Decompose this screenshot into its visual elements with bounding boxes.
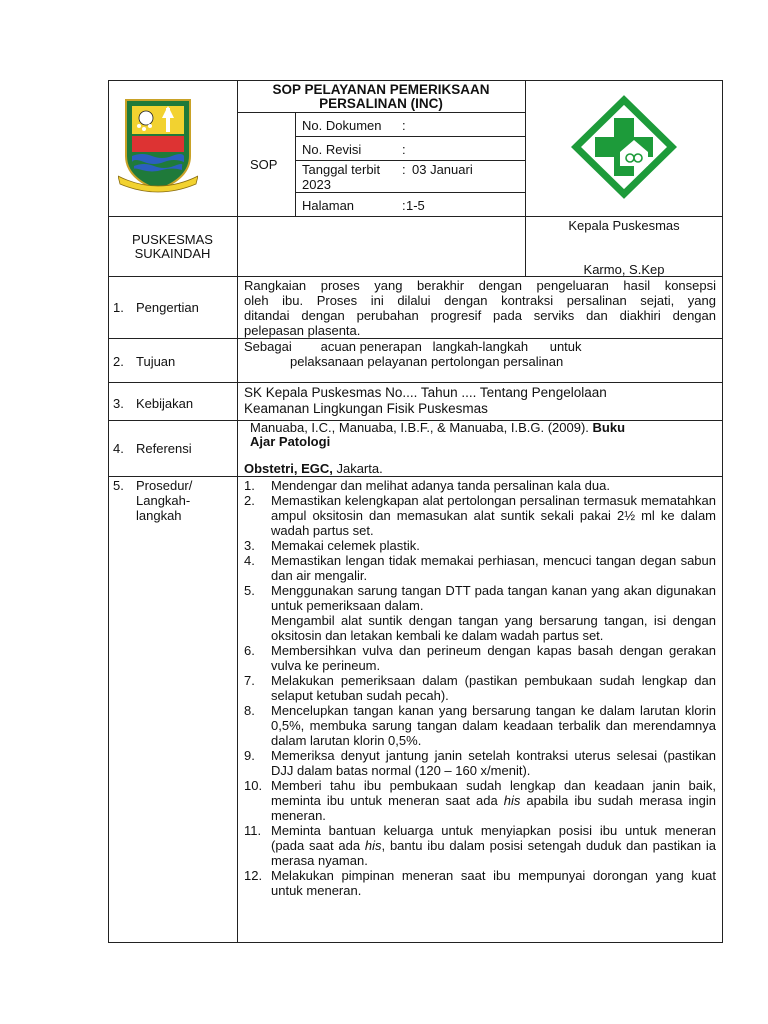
signer-role: Kepala Puskesmas [568,218,680,233]
step-text: Mengambil alat suntik dengan tangan yang bersarung tangan, isi dengan oksitosin dan letakan kembali ke dalam wadah partus set. [271,613,716,643]
list-item [244,778,716,823]
sop-label: SOP [250,157,278,172]
list-item [244,703,716,748]
list-item [244,583,716,613]
step-text: Memberi tahu ibu pembukaan sudah lengkap dan keadaan janin baik, meminta ibu untuk meneran saat ada [271,778,716,808]
list-item [244,673,716,703]
step-number: 2. [244,493,255,508]
org-name-line2: SUKAINDAH [134,246,211,261]
list-item [244,538,716,553]
step-text: Memakai celemek plastik. [271,538,420,553]
field-no-revisi-sep: : [402,142,406,157]
org-name: PUSKESMAS [132,232,213,247]
list-item [244,493,716,538]
field-tanggal-terbit-value: 03 Januari [412,162,473,177]
step-text: Mencelupkan tangan kanan yang bersarung tangan ke dalam larutan klorin 0,5%, membuka sarung tangan dalam keadaan terbalik dan merendamnya dalam larutan klorin 0,5%. [271,703,716,748]
procedure-steps [244,478,716,898]
rule [295,160,525,161]
step-number: 9. [244,748,255,763]
tujuan-text: Sebagai acuan penerapan langkah-langkah untuk [244,339,582,354]
referensi-text-line3 [244,461,383,476]
tujuan-text-line2: pelaksanaan pelayanan pertolongan persalinan [290,354,564,369]
rule [295,192,525,193]
step-text: Melakukan pemeriksaan dalam (pastikan pembukaan sudah lengkap dan selaput ketuban sudah pecah). [271,673,716,703]
step-number: 7. [244,673,255,688]
pengertian-line: pelepasan plasenta. [244,323,361,338]
rule [108,382,723,383]
section-number: 1. [113,300,124,315]
list-item [244,643,716,673]
step-number: 6. [244,643,255,658]
step-number: 5. [244,583,255,598]
list-item [244,613,716,643]
rule [108,216,723,217]
section-label-referensi: Referensi [136,441,192,456]
field-halaman-sep: : [402,198,406,213]
referensi-publisher: Obstetri, EGC, [244,461,333,476]
section-label-prosedur-line3: langkah [136,508,182,523]
step-number: 8. [244,703,255,718]
section-number: 2. [113,354,124,369]
section-label-prosedur-line2: Langkah- [136,493,191,508]
step-text: Meminta bantuan keluarga untuk menyiapkan posisi ibu untuk meneran (pada saat ada [271,823,716,853]
pengertian-line: oleh ibu. Proses ini dilalui dengan kontraksi persalinan sejati, yang [244,293,716,308]
field-tanggal-terbit-year: 2023 [302,177,331,192]
section-number: 5. [113,478,124,493]
section-label-kebijakan: Kebijakan [136,396,194,411]
step-number: 10. [244,778,263,793]
field-halaman-value: 1-5 [406,198,425,213]
step-text: Memastikan lengan tidak memakai perhiasan, mencuci tangan degan sabun dan air mengalir. [271,553,716,583]
rule [295,112,296,216]
rule [237,80,238,943]
section-number: 3. [113,396,124,411]
step-text: Memastikan kelengkapan alat pertolongan persalinan termasuk mematahkan ampul oksitosin dan memasukan alat suntik sekali pakai 2½ ml ke dalam wadah partus set. [271,493,716,538]
step-number: 11. [244,823,262,838]
list-item [244,553,716,583]
section-number: 4. [113,441,124,456]
kebijakan-text-line2: Keamanan Lingkungan Fisik Puskesmas [244,401,488,416]
step-text: apabila ibu sudah merasa ingin meneran. [271,793,716,823]
step-number: 1. [244,478,255,493]
list-item [244,823,716,868]
pengertian-line: Rangkaian proses yang berakhir dengan pengeluaran hasil konsepsi [244,278,716,293]
rule [295,136,525,137]
step-text: Menggunakan sarung tangan DTT pada tangan kanan yang akan digunakan untuk pemeriksaan dalam. [271,583,716,613]
referensi-city: Jakarta. [332,461,383,476]
field-halaman-label: Halaman [302,198,355,213]
field-tanggal-terbit-label: Tanggal terbit [302,162,381,177]
rule [237,112,525,113]
section-label-pengertian: Pengertian [136,300,199,315]
step-text: Melakukan pimpinan meneran saat ibu mempunyai dorongan yang kuat untuk meneran. [271,868,716,898]
field-tanggal-terbit-sep: : [402,162,406,177]
step-number: 3. [244,538,255,553]
list-item [244,478,716,493]
step-text-italic: his [503,793,521,808]
rule [525,80,526,276]
referensi-authors: Manuaba, I.C., Manuaba, I.B.F., & Manuaba, I.B.G. (2009). [250,420,593,435]
section-label-prosedur: Prosedur/ [136,478,193,493]
field-no-dokumen-sep: : [402,118,406,133]
puskesmas-logo-icon [570,94,678,200]
referensi-book-title: Buku [592,420,626,435]
referensi-text-line2 [250,434,330,449]
list-item [244,748,716,778]
step-text: Memeriksa denyut jantung janin setelah kontraksi uterus selesai (pastikan DJJ dalam batas normal (120 – 160 x/menit). [271,748,716,778]
signer-name: Karmo, S.Kep [583,262,665,277]
kebijakan-text: SK Kepala Puskesmas No.... Tahun .... Tentang Pengelolaan [244,385,607,400]
step-text-italic: his [364,838,382,853]
pengertian-line: ditandai dengan perubahan progresif pada serviks dan diakhiri dengan [244,308,716,323]
section-label-tujuan: Tujuan [136,354,176,369]
field-no-dokumen-label: No. Dokumen [302,118,382,133]
referensi-book-title-cont: Ajar Patologi [250,434,331,449]
referensi-text [250,420,625,435]
rule [108,476,723,477]
document-title: SOP PELAYANAN PEMERIKSAAN [272,82,490,97]
step-text: Mendengar dan melihat adanya tanda persalinan kala dua. [271,478,610,493]
step-text: , bantu ibu dalam posisi setengah duduk dan pastikan ia merasa nyaman. [271,838,716,868]
list-item [244,868,716,898]
step-number: 12. [244,868,263,883]
field-no-revisi-label: No. Revisi [302,142,362,157]
pengertian-text [244,278,716,338]
step-number: 4. [244,553,255,568]
document-title-line2: PERSALINAN (INC) [319,96,443,111]
regency-emblem-icon [118,96,198,196]
step-text: Membersihkan vulva dan perineum dengan kapas basah dengan gerakan vulva ke perineum. [271,643,716,673]
